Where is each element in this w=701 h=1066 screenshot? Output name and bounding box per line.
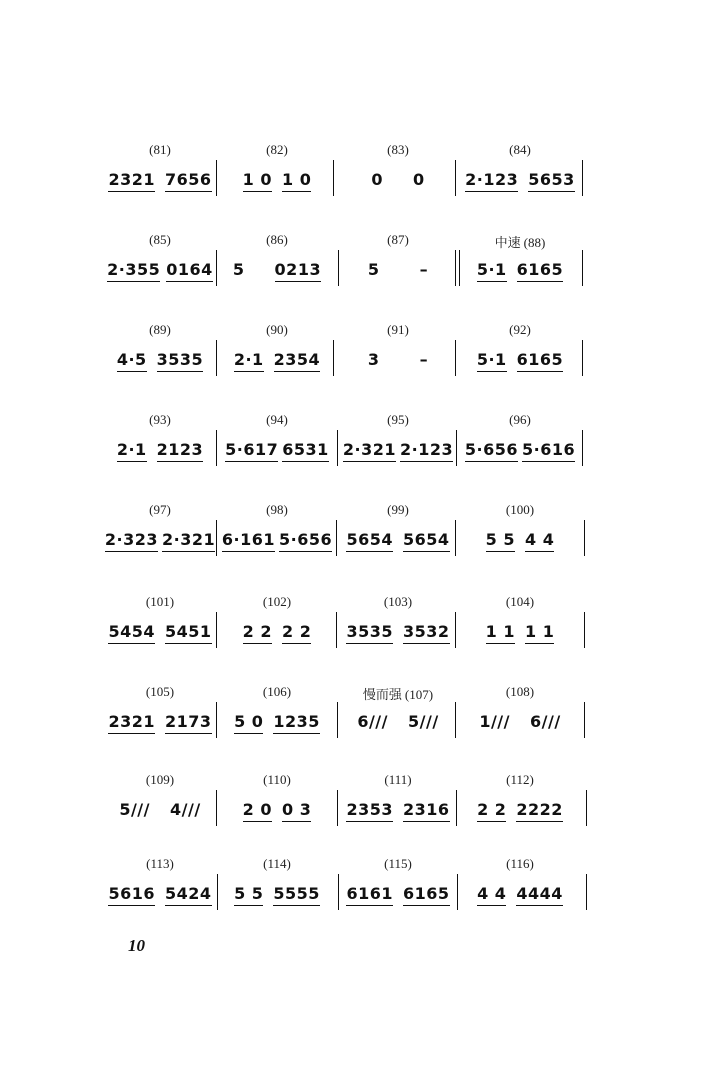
barline [457,874,458,910]
measure-number: (103) [383,594,413,609]
measure-notes [217,800,337,822]
measure-number: (82) [266,142,288,157]
measure-number: (85) [149,232,171,247]
note-group: 0 [413,170,425,189]
score-row [100,772,600,836]
note-group: 5/// [119,800,150,819]
note-group: 6165 [517,261,564,282]
note-group: 5424 [165,885,212,906]
note-group: 5·656 [465,441,518,462]
note-group: 2·123 [465,171,518,192]
score-row [100,232,600,296]
score-row [100,142,600,206]
note-group: 2·323 [105,531,158,552]
note-group: 4444 [516,885,563,906]
barline [336,612,337,648]
measure-number: (115) [384,856,412,871]
tempo-marking: 慢而强 [362,688,402,703]
measure-number: (111) [384,772,412,787]
measure-number: (84) [509,142,531,157]
note-group: 5·1 [477,261,507,282]
measure-notes [217,350,337,372]
measure-notes [217,170,337,192]
score-row [100,412,600,476]
note-group: 2·321 [343,441,396,462]
note-group: 4·5 [117,351,147,372]
barline [456,430,457,466]
measure-notes [338,622,458,644]
measure-notes [460,350,580,372]
note-group: 1 0 [282,171,311,192]
score-row [100,856,600,920]
barline [336,520,337,556]
note-group: 2 2 [477,801,506,822]
note-group: 2173 [165,713,212,734]
measure-notes [460,622,580,644]
measure-number: (113) [146,856,174,871]
note-group: 0 [371,170,383,189]
note-group: 5·617 [225,441,278,462]
measure-number: 慢而强 (107) [362,687,434,703]
measure-notes [338,712,458,731]
note-group: 5 [367,260,380,279]
measure-number: (86) [266,232,288,247]
measure-notes [100,622,220,644]
score-row [100,684,600,748]
note-group: 5653 [528,171,575,192]
barline [455,160,456,196]
measure-number: (87) [387,232,409,247]
measure-notes [100,260,220,282]
measure-number: (92) [509,322,531,337]
note-group: 0164 [166,261,213,282]
measure-notes [217,440,337,462]
note-group: 2 2 [243,623,272,644]
note-group: – [419,260,429,279]
measure-number: (112) [506,772,534,787]
page-number: 10 [128,936,145,955]
note-group: 6/// [530,712,561,731]
note-group: 2·1 [117,441,147,462]
measure-number: (93) [149,412,171,427]
note-group: 0213 [275,261,322,282]
score-row [100,322,600,386]
note-group: 6165 [517,351,564,372]
measure-notes [100,712,220,734]
measure-notes [338,530,458,552]
note-group: 2316 [403,801,450,822]
measure-number: (109) [145,772,175,787]
barline [333,340,334,376]
measure-number: (95) [387,412,409,427]
note-group: 5454 [108,623,155,644]
measure-number: (105) [145,684,175,699]
measure-notes [100,170,220,192]
note-group: 2·321 [162,531,215,552]
barline [586,874,587,910]
barline [455,612,456,648]
note-group: 2 0 [243,801,272,822]
note-group: 5451 [165,623,212,644]
note-group: 2·123 [400,441,453,462]
note-group: 2353 [346,801,393,822]
note-group: 1 1 [525,623,554,644]
note-group: 5 5 [486,531,515,552]
measure-notes [100,800,220,819]
measure-notes [100,530,220,552]
note-group: 2321 [108,171,155,192]
note-group: 1235 [273,713,320,734]
note-group: 4 4 [525,531,554,552]
measure-notes [100,350,220,372]
barline [455,702,456,738]
measure-notes [460,884,580,906]
measure-number: (91) [387,322,409,337]
measure-notes [460,260,580,282]
tempo-marking: 中速 [494,236,521,251]
measure-notes [217,530,337,552]
measure-notes [100,884,220,906]
note-group: 5·656 [279,531,332,552]
note-group: 2 2 [282,623,311,644]
measure-notes [338,440,458,462]
note-group: 5·616 [522,441,575,462]
measure-notes [460,440,580,462]
note-group: 1/// [479,712,510,731]
note-group: 2·355 [107,261,160,282]
barline [586,790,587,826]
measure-number: (83) [387,142,409,157]
measure-number: (90) [266,322,288,337]
note-group: 1 1 [486,623,515,644]
note-group: 3 [367,350,380,369]
barline [582,340,583,376]
note-group: 6161 [346,885,393,906]
note-group: 4 4 [477,885,506,906]
measure-number: (104) [505,594,535,609]
score-row [100,594,600,658]
measure-number: (94) [266,412,288,427]
barline [456,790,457,826]
note-group: 3535 [157,351,204,372]
measure-notes [460,712,580,731]
measure-notes [338,260,458,279]
note-group: 4/// [170,800,201,819]
measure-number: (116) [506,856,534,871]
measure-number: (98) [266,502,288,517]
measure-number: (89) [149,322,171,337]
measure-notes [460,800,580,822]
measure-number: (101) [145,594,175,609]
note-group: 5555 [273,885,320,906]
note-group: 5 5 [234,885,263,906]
measure-number: 中速 (88) [494,235,546,251]
note-group: – [419,350,429,369]
note-group: 6·161 [222,531,275,552]
measure-notes [217,884,337,906]
note-group: 6/// [357,712,388,731]
measure-notes [338,884,458,906]
note-group: 5616 [108,885,155,906]
barline [582,250,583,286]
note-group: 2123 [157,441,204,462]
measure-notes [100,440,220,462]
note-group: 3535 [346,623,393,644]
barline [584,702,585,738]
measure-number: (97) [149,502,171,517]
measure-notes [217,712,337,734]
measure-number: (108) [505,684,535,699]
note-group: 2222 [516,801,563,822]
barline [455,520,456,556]
measure-number: (110) [263,772,291,787]
barline [582,430,583,466]
measure-notes [338,800,458,822]
measure-notes [338,350,458,369]
note-group: 5 0 [234,713,263,734]
measure-notes [217,260,337,282]
note-group: 5654 [346,531,393,552]
note-group: 7656 [165,171,212,192]
measure-number: (100) [505,502,535,517]
measure-number: (102) [262,594,292,609]
note-group: 2·1 [234,351,264,372]
barline [584,612,585,648]
measure-number: (99) [387,502,409,517]
note-group: 5/// [408,712,439,731]
measure-number: (81) [149,142,171,157]
measure-number: (114) [263,856,291,871]
note-group: 5·1 [477,351,507,372]
measure-notes [460,170,580,192]
barline [584,520,585,556]
barline [333,160,334,196]
measure-notes [460,530,580,552]
barline [455,340,456,376]
note-group: 1 0 [243,171,272,192]
note-group: 3532 [403,623,450,644]
note-group: 6531 [282,441,329,462]
barline [582,160,583,196]
measure-number: (96) [509,412,531,427]
measure-notes [217,622,337,644]
note-group: 6165 [403,885,450,906]
note-group: 5 [232,260,245,279]
measure-notes [338,170,458,189]
note-group: 0 3 [282,801,311,822]
note-group: 5654 [403,531,450,552]
score-row [100,502,600,566]
note-group: 2321 [108,713,155,734]
measure-number: (106) [262,684,292,699]
note-group: 2354 [274,351,321,372]
